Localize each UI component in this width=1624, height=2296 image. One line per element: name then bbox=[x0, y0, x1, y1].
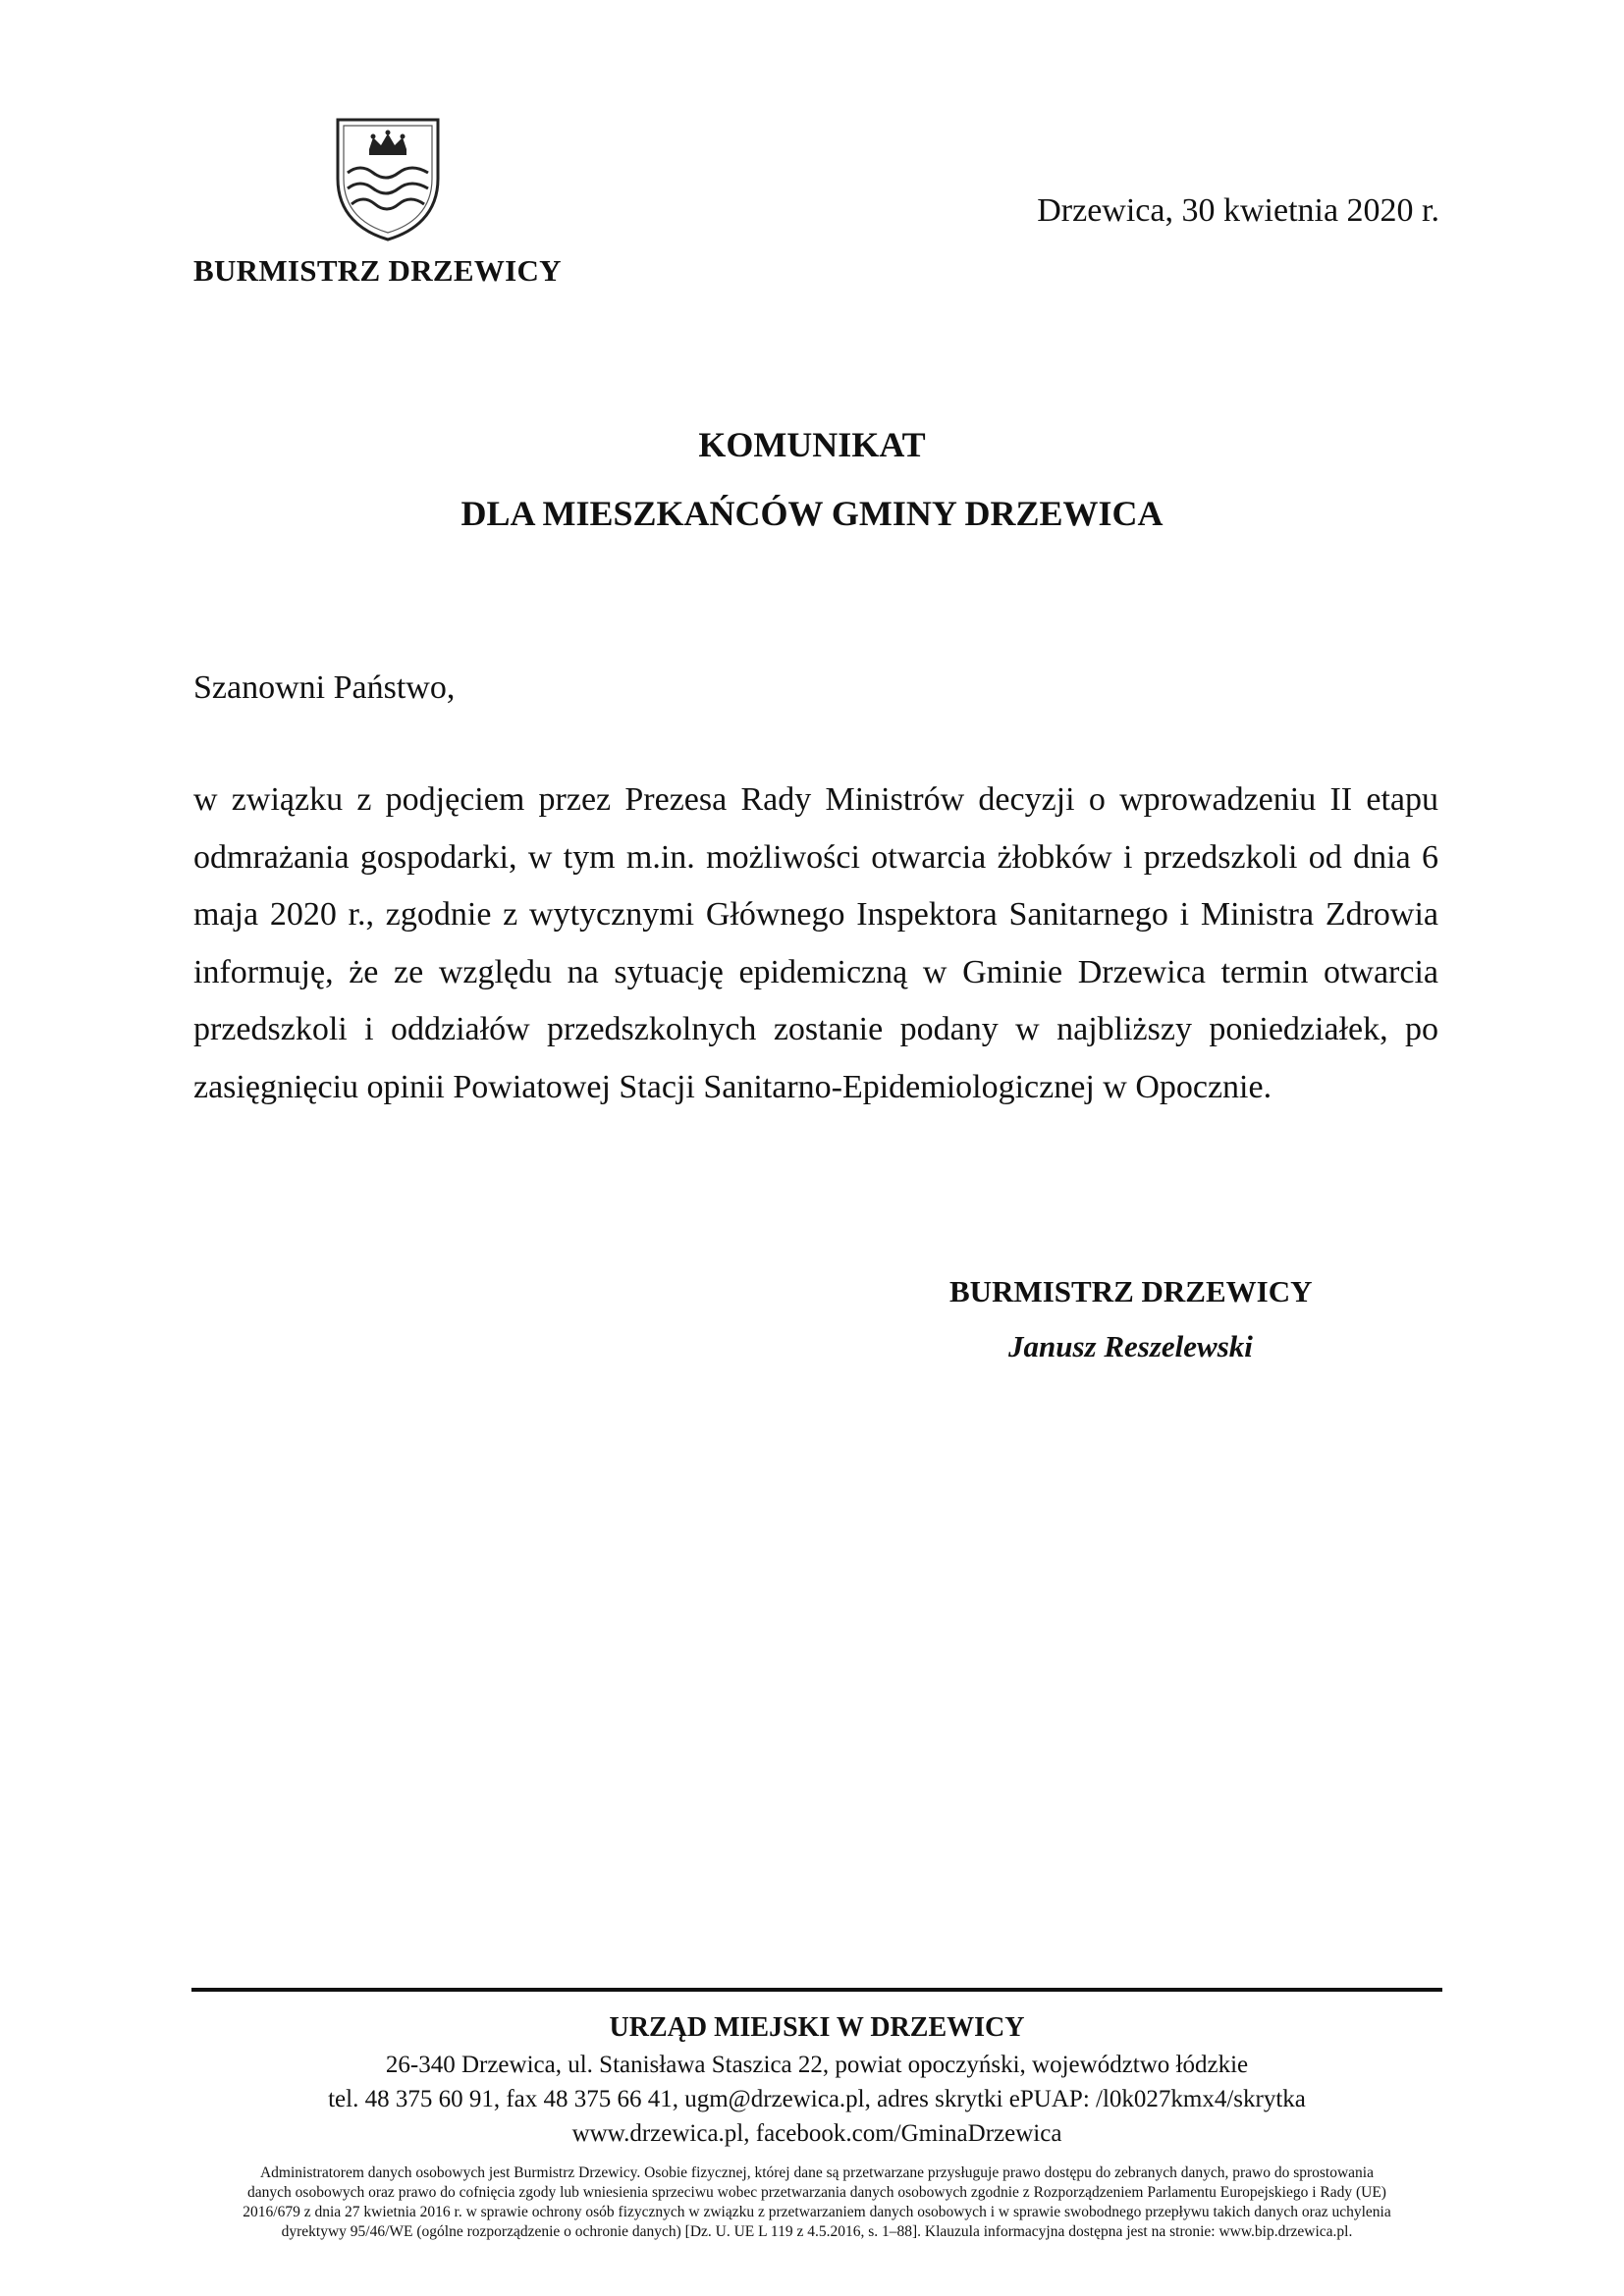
footer-address: 26-340 Drzewica, ul. Stanisława Staszica 22, powiat opoczyński, województwo łódzkie bbox=[385, 2052, 1249, 2078]
footer-contact: tel. 48 375 60 91, fax 48 375 66 41, ugm@drzewica.pl, adres skrytki ePUAP: /l0k027kmx4/skrytka bbox=[328, 2086, 1306, 2112]
document-subtitle: DLA MIESZKAŃCÓW GMINY DRZEWICA bbox=[460, 494, 1164, 533]
document-title: KOMUNIKAT bbox=[698, 425, 926, 464]
legal-line: danych osobowych oraz prawo do cofnięcia zgody lub wniesienia sprzeciwu wobec przetwarzania danych osobowych zgodnie z Rozporządzeniem Parlamentu Europejskiego i Rady (UE) bbox=[247, 2184, 1386, 2201]
letter-date: Drzewica, 30 kwietnia 2020 r. bbox=[1037, 192, 1439, 229]
legal-line: Administratorem danych osobowych jest Burmistrz Drzewicy. Osobie fizycznej, której dane są przetwarzane przysługuje prawo dostępu do zebranych danych, prawo do sprostowania bbox=[259, 2164, 1374, 2181]
footer-divider bbox=[191, 1988, 1442, 1992]
office-name: BURMISTRZ DRZEWICY bbox=[193, 253, 562, 288]
legal-line: 2016/679 z dnia 27 kwietnia 2016 r. w sprawie ochrony osób fizycznych w związku z przetwarzaniem danych osobowych i w sprawie swobodnego przepływu takich danych oraz uchylenia bbox=[243, 2204, 1391, 2220]
signature-title: BURMISTRZ DRZEWICY bbox=[949, 1274, 1313, 1308]
footer-websites: www.drzewica.pl, facebook.com/GminaDrzewica bbox=[571, 2120, 1062, 2147]
legal-line: dyrektywy 95/46/WE (ogólne rozporządzenie o ochronie danych) [Dz. U. UE L 119 z 4.5.2016, s. 1–88]. Klauzula informacyjna dostępna jest na stronie: www.bip.drzewica.pl. bbox=[281, 2223, 1353, 2240]
footer-office-name: URZĄD MIEJSKI W DRZEWICY bbox=[609, 2012, 1025, 2043]
coat-of-arms-icon bbox=[334, 116, 442, 241]
footer-legal-notice bbox=[191, 2163, 1442, 2242]
signature-name: Janusz Reszelewski bbox=[1008, 1329, 1253, 1363]
salutation: Szanowni Państwo, bbox=[193, 669, 456, 706]
letter-body: w związku z podjęciem przez Prezesa Rady Ministrów decyzji o wprowadzeniu II etapu odmrażania gospodarki, w tym m.in. możliwości otwarcia żłobków i przedszkoli od dnia 6 maja 2020 r., zgodnie z wytycznymi Głównego Inspektora Sanitarnego i Ministra Zdrowia informuję, że ze względu na sytuację epidemiczną w Gminie Drzewica termin otwarcia przedszkoli i oddziałów przedszkolnych zostanie podany w najbliższy poniedziałek, po zasięgnięciu opinii Powiatowej Stacji Sanitarno-Epidemiologicznej w Opocznie. bbox=[193, 781, 1438, 1105]
